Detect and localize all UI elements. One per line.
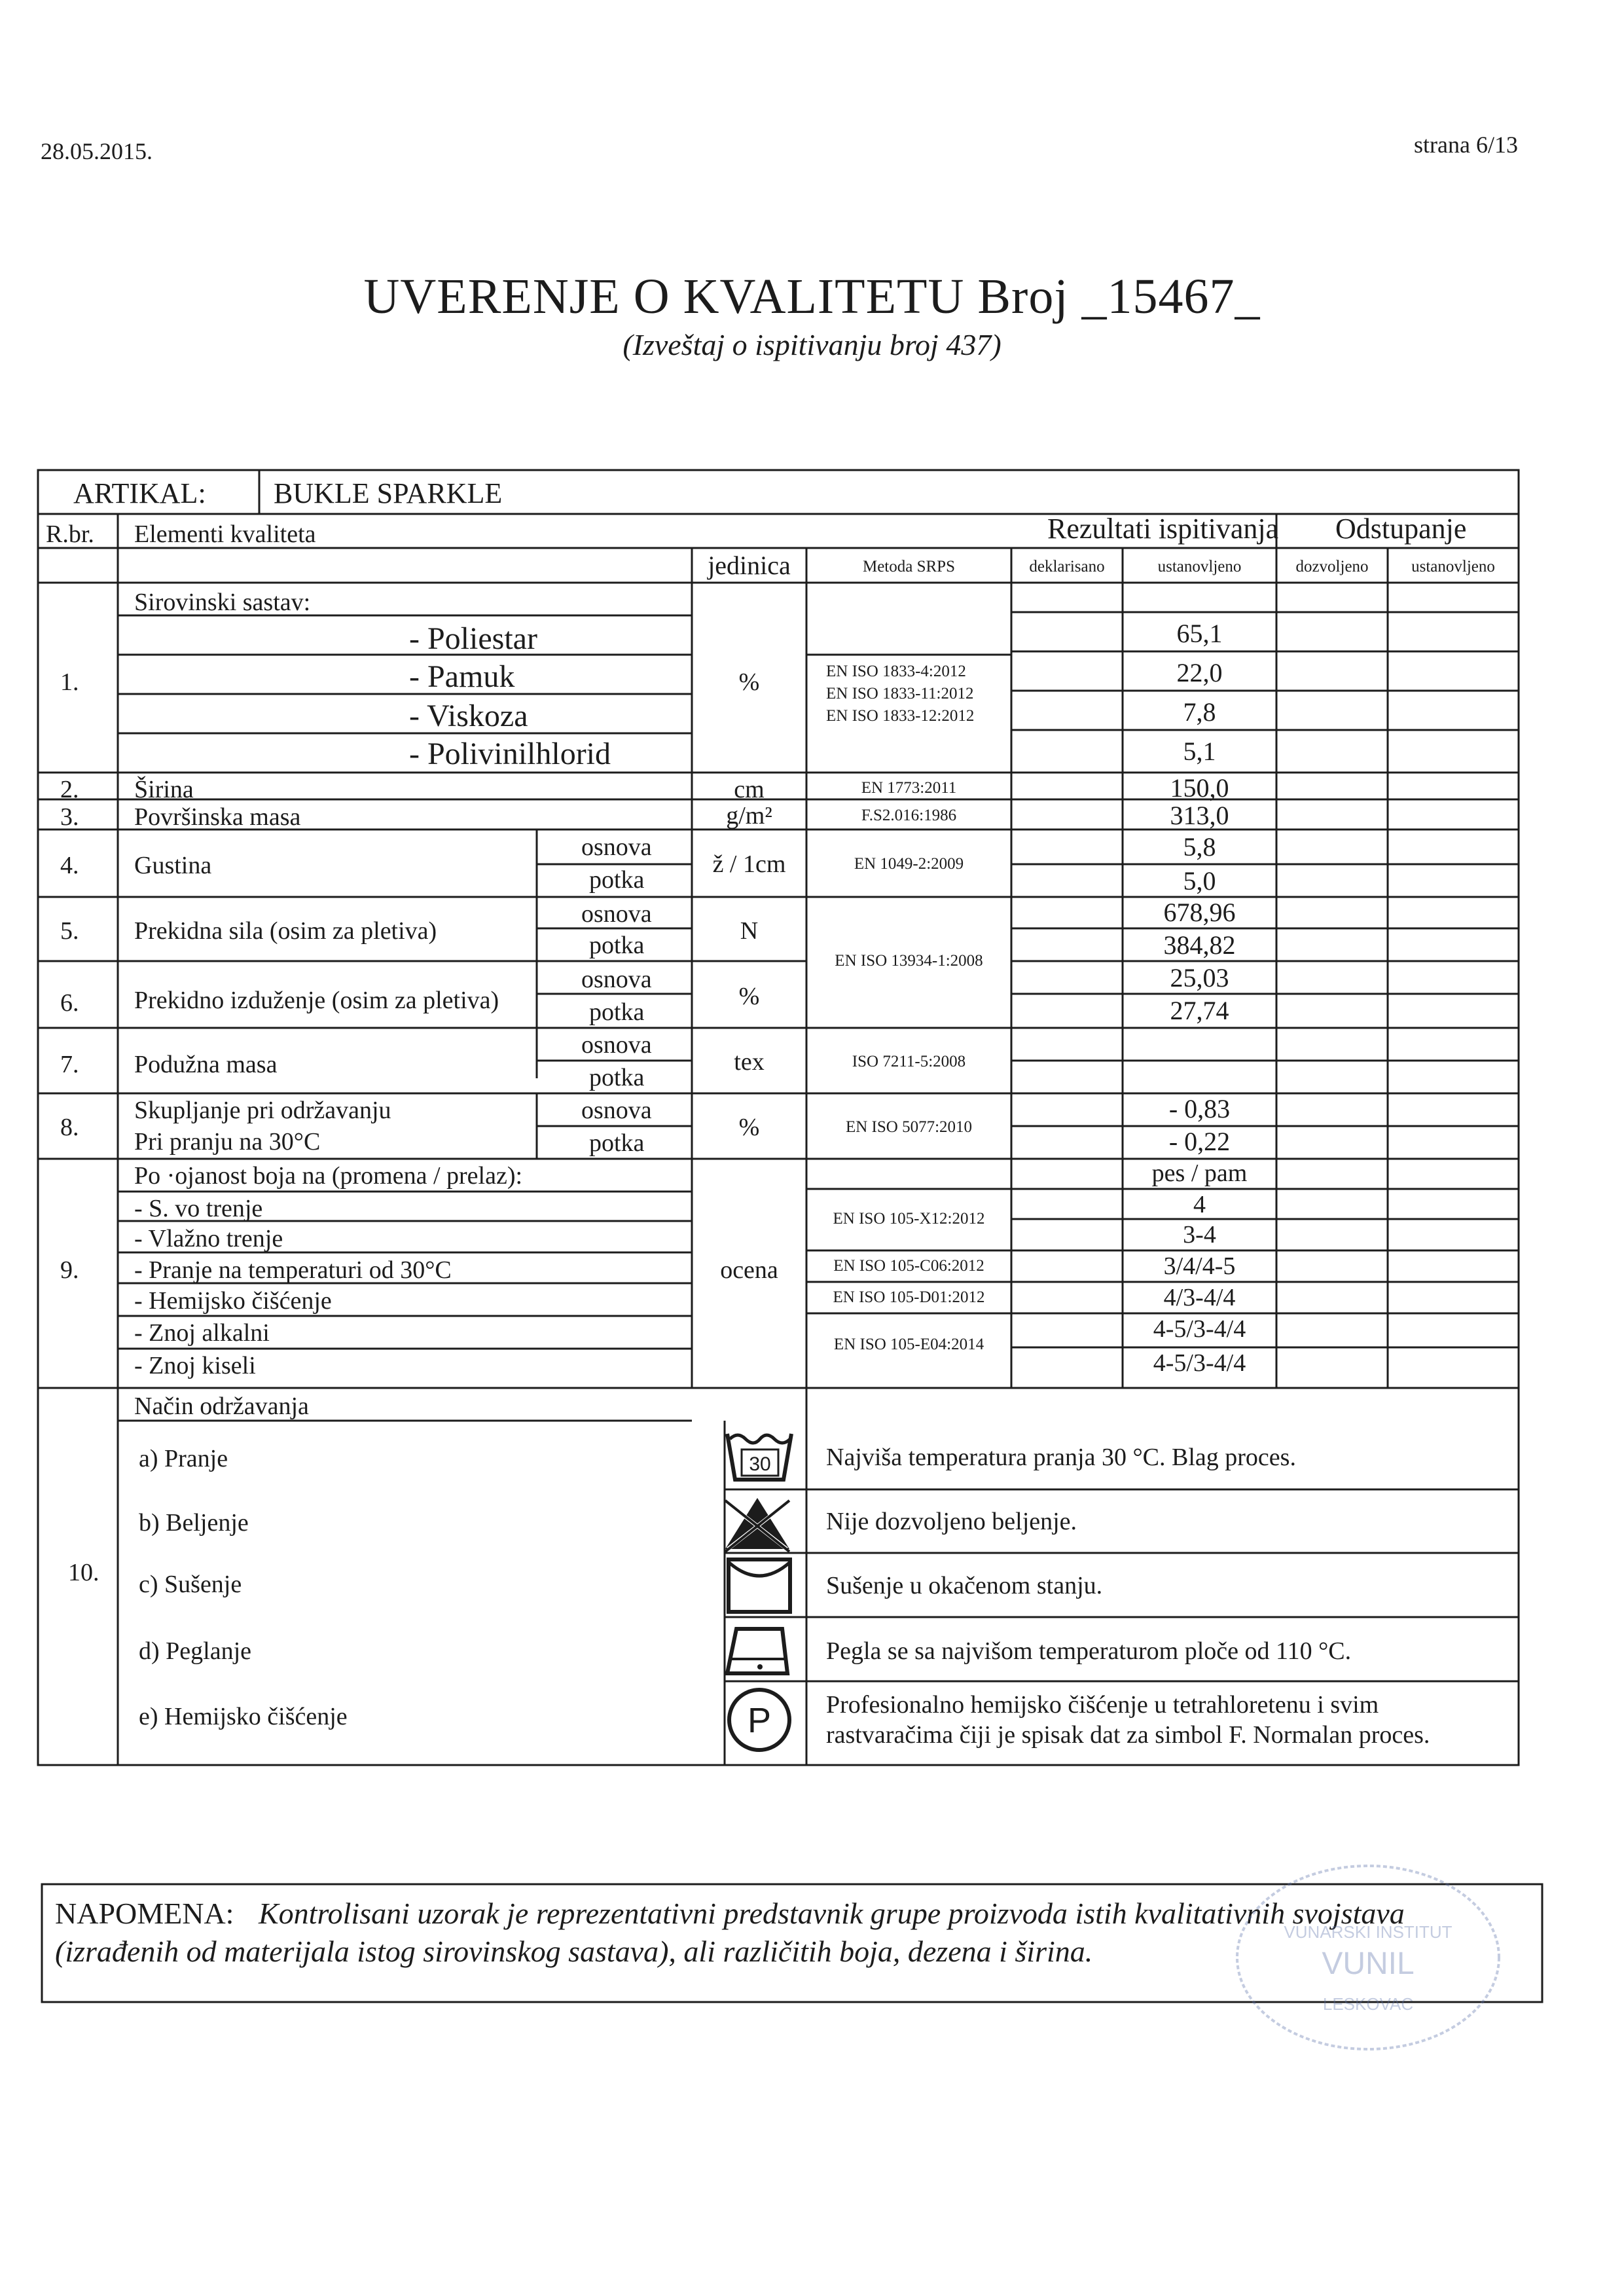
row1-unit: % bbox=[738, 668, 760, 696]
care-text-dry-cleaning-1: Profesionalno hemijsko čišćenje u tetrahloretenu i svim bbox=[826, 1691, 1379, 1719]
row9-value-3: 3/4/4-5 bbox=[1163, 1252, 1236, 1280]
row2-unit: cm bbox=[734, 776, 765, 803]
wash-30-icon bbox=[723, 1426, 795, 1485]
care-text-ironing: Pegla se sa najvišom temperaturom ploče od 110 °C. bbox=[826, 1637, 1352, 1665]
line-dry-icon bbox=[723, 1556, 795, 1616]
report-date: 28.05.2015. bbox=[41, 138, 153, 164]
row9-value-6: 4-5/3-4/4 bbox=[1153, 1349, 1246, 1377]
care-label-bleaching: b) Beljenje bbox=[139, 1509, 249, 1537]
row1-value-3: 7,8 bbox=[1183, 697, 1216, 727]
row1-title: Sirovinski sastav: bbox=[134, 589, 311, 616]
document-subtitle: (Izveštaj o ispitivanju broj 437) bbox=[623, 328, 1001, 361]
header-odstupanje: Odstupanje bbox=[1335, 513, 1467, 545]
row8-sub-potka: potka bbox=[589, 1129, 645, 1157]
row9-unit: ocena bbox=[720, 1256, 778, 1284]
row1-number: 1. bbox=[60, 668, 79, 696]
row9-value-1: 4 bbox=[1193, 1191, 1206, 1218]
header-rbr: R.br. bbox=[46, 520, 94, 548]
row1-item-2: - Pamuk bbox=[409, 659, 515, 694]
row2-method: EN 1773:2011 bbox=[861, 779, 957, 797]
row1-item-1: - Poliestar bbox=[409, 621, 537, 656]
row4-name: Gustina bbox=[134, 852, 212, 879]
row9-item-1: - S. vo trenje bbox=[134, 1195, 263, 1222]
row2-name: Širina bbox=[134, 776, 194, 803]
row5-value-potka: 384,82 bbox=[1163, 930, 1236, 960]
row7-number: 7. bbox=[60, 1051, 79, 1078]
row6-unit: % bbox=[738, 983, 760, 1010]
row9-number: 9. bbox=[60, 1256, 79, 1284]
care-label-ironing: d) Peglanje bbox=[139, 1637, 252, 1665]
dry-clean-letter: P bbox=[747, 1701, 772, 1740]
institute-stamp bbox=[1231, 1859, 1506, 2056]
row8-method: EN ISO 5077:2010 bbox=[845, 1118, 973, 1136]
header-jedinica: jedinica bbox=[708, 551, 791, 580]
care-text-drying: Sušenje u okačenom stanju. bbox=[826, 1572, 1103, 1599]
row6-value-potka: 27,74 bbox=[1170, 996, 1229, 1025]
row1-item-3: - Viskoza bbox=[409, 699, 528, 733]
row4-sub-osnova: osnova bbox=[581, 833, 652, 861]
row8-value-potka: - 0,22 bbox=[1168, 1127, 1231, 1156]
row4-unit: ž / 1cm bbox=[712, 850, 786, 878]
row4-sub-potka: potka bbox=[589, 866, 645, 894]
stamp-line-1: VUNARSKI INSTITUT bbox=[1284, 1922, 1453, 1942]
row9-method-1: EN ISO 105-X12:2012 bbox=[833, 1210, 985, 1228]
row10-title: Način održavanja bbox=[134, 1393, 309, 1420]
row9-title: Po ·ojanost boja na (promena / prelaz): bbox=[134, 1162, 523, 1190]
row6-value-osnova: 25,03 bbox=[1170, 963, 1229, 993]
row6-sub-potka: potka bbox=[589, 998, 645, 1026]
row3-name: Površinska masa bbox=[134, 803, 301, 831]
row9-method-3: EN ISO 105-D01:2012 bbox=[833, 1288, 985, 1306]
row6-number: 6. bbox=[60, 989, 79, 1017]
row9-method-2: EN ISO 105-C06:2012 bbox=[833, 1257, 984, 1275]
row6-name: Prekidno izduženje (osim za pletiva) bbox=[134, 987, 499, 1014]
row1-value-2: 22,0 bbox=[1176, 658, 1223, 687]
wash-temperature: 30 bbox=[749, 1453, 771, 1475]
row2-value: 150,0 bbox=[1170, 773, 1229, 803]
row9-item-2: - Vlažno trenje bbox=[134, 1225, 283, 1252]
row3-number: 3. bbox=[60, 803, 79, 831]
row3-value: 313,0 bbox=[1170, 801, 1229, 830]
row1-method-2: EN ISO 1833-11:2012 bbox=[826, 685, 974, 702]
stamp-line-3: LESKOVAC bbox=[1322, 1994, 1414, 2014]
header-dozvoljeno: dozvoljeno bbox=[1295, 558, 1369, 575]
note-label: NAPOMENA: bbox=[55, 1897, 234, 1930]
row8-sub-osnova: osnova bbox=[581, 1097, 652, 1124]
row8-value-osnova: - 0,83 bbox=[1168, 1094, 1231, 1123]
document-title: UVERENJE O KVALITETU Broj _15467_ bbox=[363, 269, 1261, 324]
row5-6-method: EN ISO 13934-1:2008 bbox=[835, 952, 983, 970]
row9-item-6: - Znoj kiseli bbox=[134, 1352, 256, 1379]
row7-unit: tex bbox=[734, 1048, 765, 1076]
row7-sub-osnova: osnova bbox=[581, 1031, 652, 1059]
row7-name: Podužna masa bbox=[134, 1051, 278, 1078]
row7-sub-potka: potka bbox=[589, 1064, 645, 1091]
note-text-1: Kontrolisani uzorak je reprezentativni predstavnik grupe proizvoda istih kvalitativnih svojstava bbox=[259, 1897, 1405, 1930]
row8-unit: % bbox=[738, 1114, 760, 1141]
row7-method: ISO 7211-5:2008 bbox=[852, 1053, 966, 1070]
row1-method-1: EN ISO 1833-4:2012 bbox=[826, 663, 966, 680]
row9-value-4: 4/3-4/4 bbox=[1163, 1284, 1236, 1311]
row2-number: 2. bbox=[60, 776, 79, 803]
row1-value-1: 65,1 bbox=[1176, 619, 1223, 648]
care-label-washing: a) Pranje bbox=[139, 1445, 228, 1472]
row4-number: 4. bbox=[60, 852, 79, 879]
header-metoda: Metoda SRPS bbox=[862, 558, 955, 575]
header-ustanovljeno-2: ustanovljeno bbox=[1411, 558, 1495, 575]
care-text-washing: Najviša temperatura pranja 30 °C. Blag proces. bbox=[826, 1444, 1296, 1471]
row5-value-osnova: 678,96 bbox=[1163, 898, 1236, 927]
header-elementi: Elementi kvaliteta bbox=[134, 520, 316, 548]
row8-name-2: Pri pranju na 30°C bbox=[134, 1128, 321, 1156]
row1-method-3: EN ISO 1833-12:2012 bbox=[826, 707, 975, 725]
artikal-label: ARTIKAL: bbox=[73, 477, 206, 509]
row5-number: 5. bbox=[60, 917, 79, 945]
care-text-dry-cleaning-2: rastvaračima čiji je spisak dat za simbol F. Normalan proces. bbox=[826, 1721, 1430, 1749]
row10-number: 10. bbox=[68, 1559, 99, 1586]
row4-method: EN 1049-2:2009 bbox=[854, 855, 964, 873]
note-text-2: (izrađenih od materijala istog sirovinskog sastava), ali različitih boja, dezena i širina. bbox=[55, 1935, 1093, 1968]
row9-value-2: 3-4 bbox=[1183, 1221, 1216, 1248]
row5-sub-osnova: osnova bbox=[581, 900, 652, 928]
row5-sub-potka: potka bbox=[589, 932, 645, 959]
care-text-bleaching: Nije dozvoljeno beljenje. bbox=[826, 1508, 1077, 1535]
row8-name-1: Skupljanje pri održavanju bbox=[134, 1097, 391, 1124]
care-label-drying: c) Sušenje bbox=[139, 1571, 242, 1598]
row4-value-osnova: 5,8 bbox=[1183, 832, 1216, 862]
stamp-line-2: VUNIL bbox=[1322, 1946, 1415, 1981]
row9-item-5: - Znoj alkalni bbox=[134, 1319, 270, 1347]
row5-name: Prekidna sila (osim za pletiva) bbox=[134, 917, 437, 945]
dry-clean-p-icon bbox=[723, 1684, 795, 1756]
care-label-dry-cleaning: e) Hemijsko čišćenje bbox=[139, 1703, 348, 1730]
row9-item-3: - Pranje na temperaturi od 30°C bbox=[134, 1256, 452, 1284]
no-bleach-icon bbox=[721, 1494, 793, 1553]
row9-value-5: 4-5/3-4/4 bbox=[1153, 1315, 1246, 1343]
row9-item-4: - Hemijsko čišćenje bbox=[134, 1287, 332, 1315]
header-rezultati: Rezultati ispitivanja bbox=[1047, 513, 1279, 545]
row9-method-4: EN ISO 105-E04:2014 bbox=[833, 1336, 984, 1353]
row6-sub-osnova: osnova bbox=[581, 966, 652, 993]
row1-value-4: 5,1 bbox=[1183, 737, 1216, 766]
row5-unit: N bbox=[740, 917, 759, 945]
page-number: strana 6/13 bbox=[1414, 132, 1518, 158]
artikal-value: BUKLE SPARKLE bbox=[274, 477, 503, 509]
row3-unit: g/m² bbox=[726, 802, 772, 829]
header-ustanovljeno: ustanovljeno bbox=[1157, 558, 1242, 575]
iron-one-dot-icon bbox=[723, 1620, 795, 1679]
row3-method: F.S2.016:1986 bbox=[861, 807, 957, 824]
header-deklarisano: deklarisano bbox=[1029, 558, 1105, 575]
row4-value-potka: 5,0 bbox=[1183, 866, 1216, 896]
row1-item-4: - Polivinilhlorid bbox=[409, 737, 611, 771]
row9-header-value: pes / pam bbox=[1151, 1159, 1248, 1187]
row8-number: 8. bbox=[60, 1114, 79, 1141]
